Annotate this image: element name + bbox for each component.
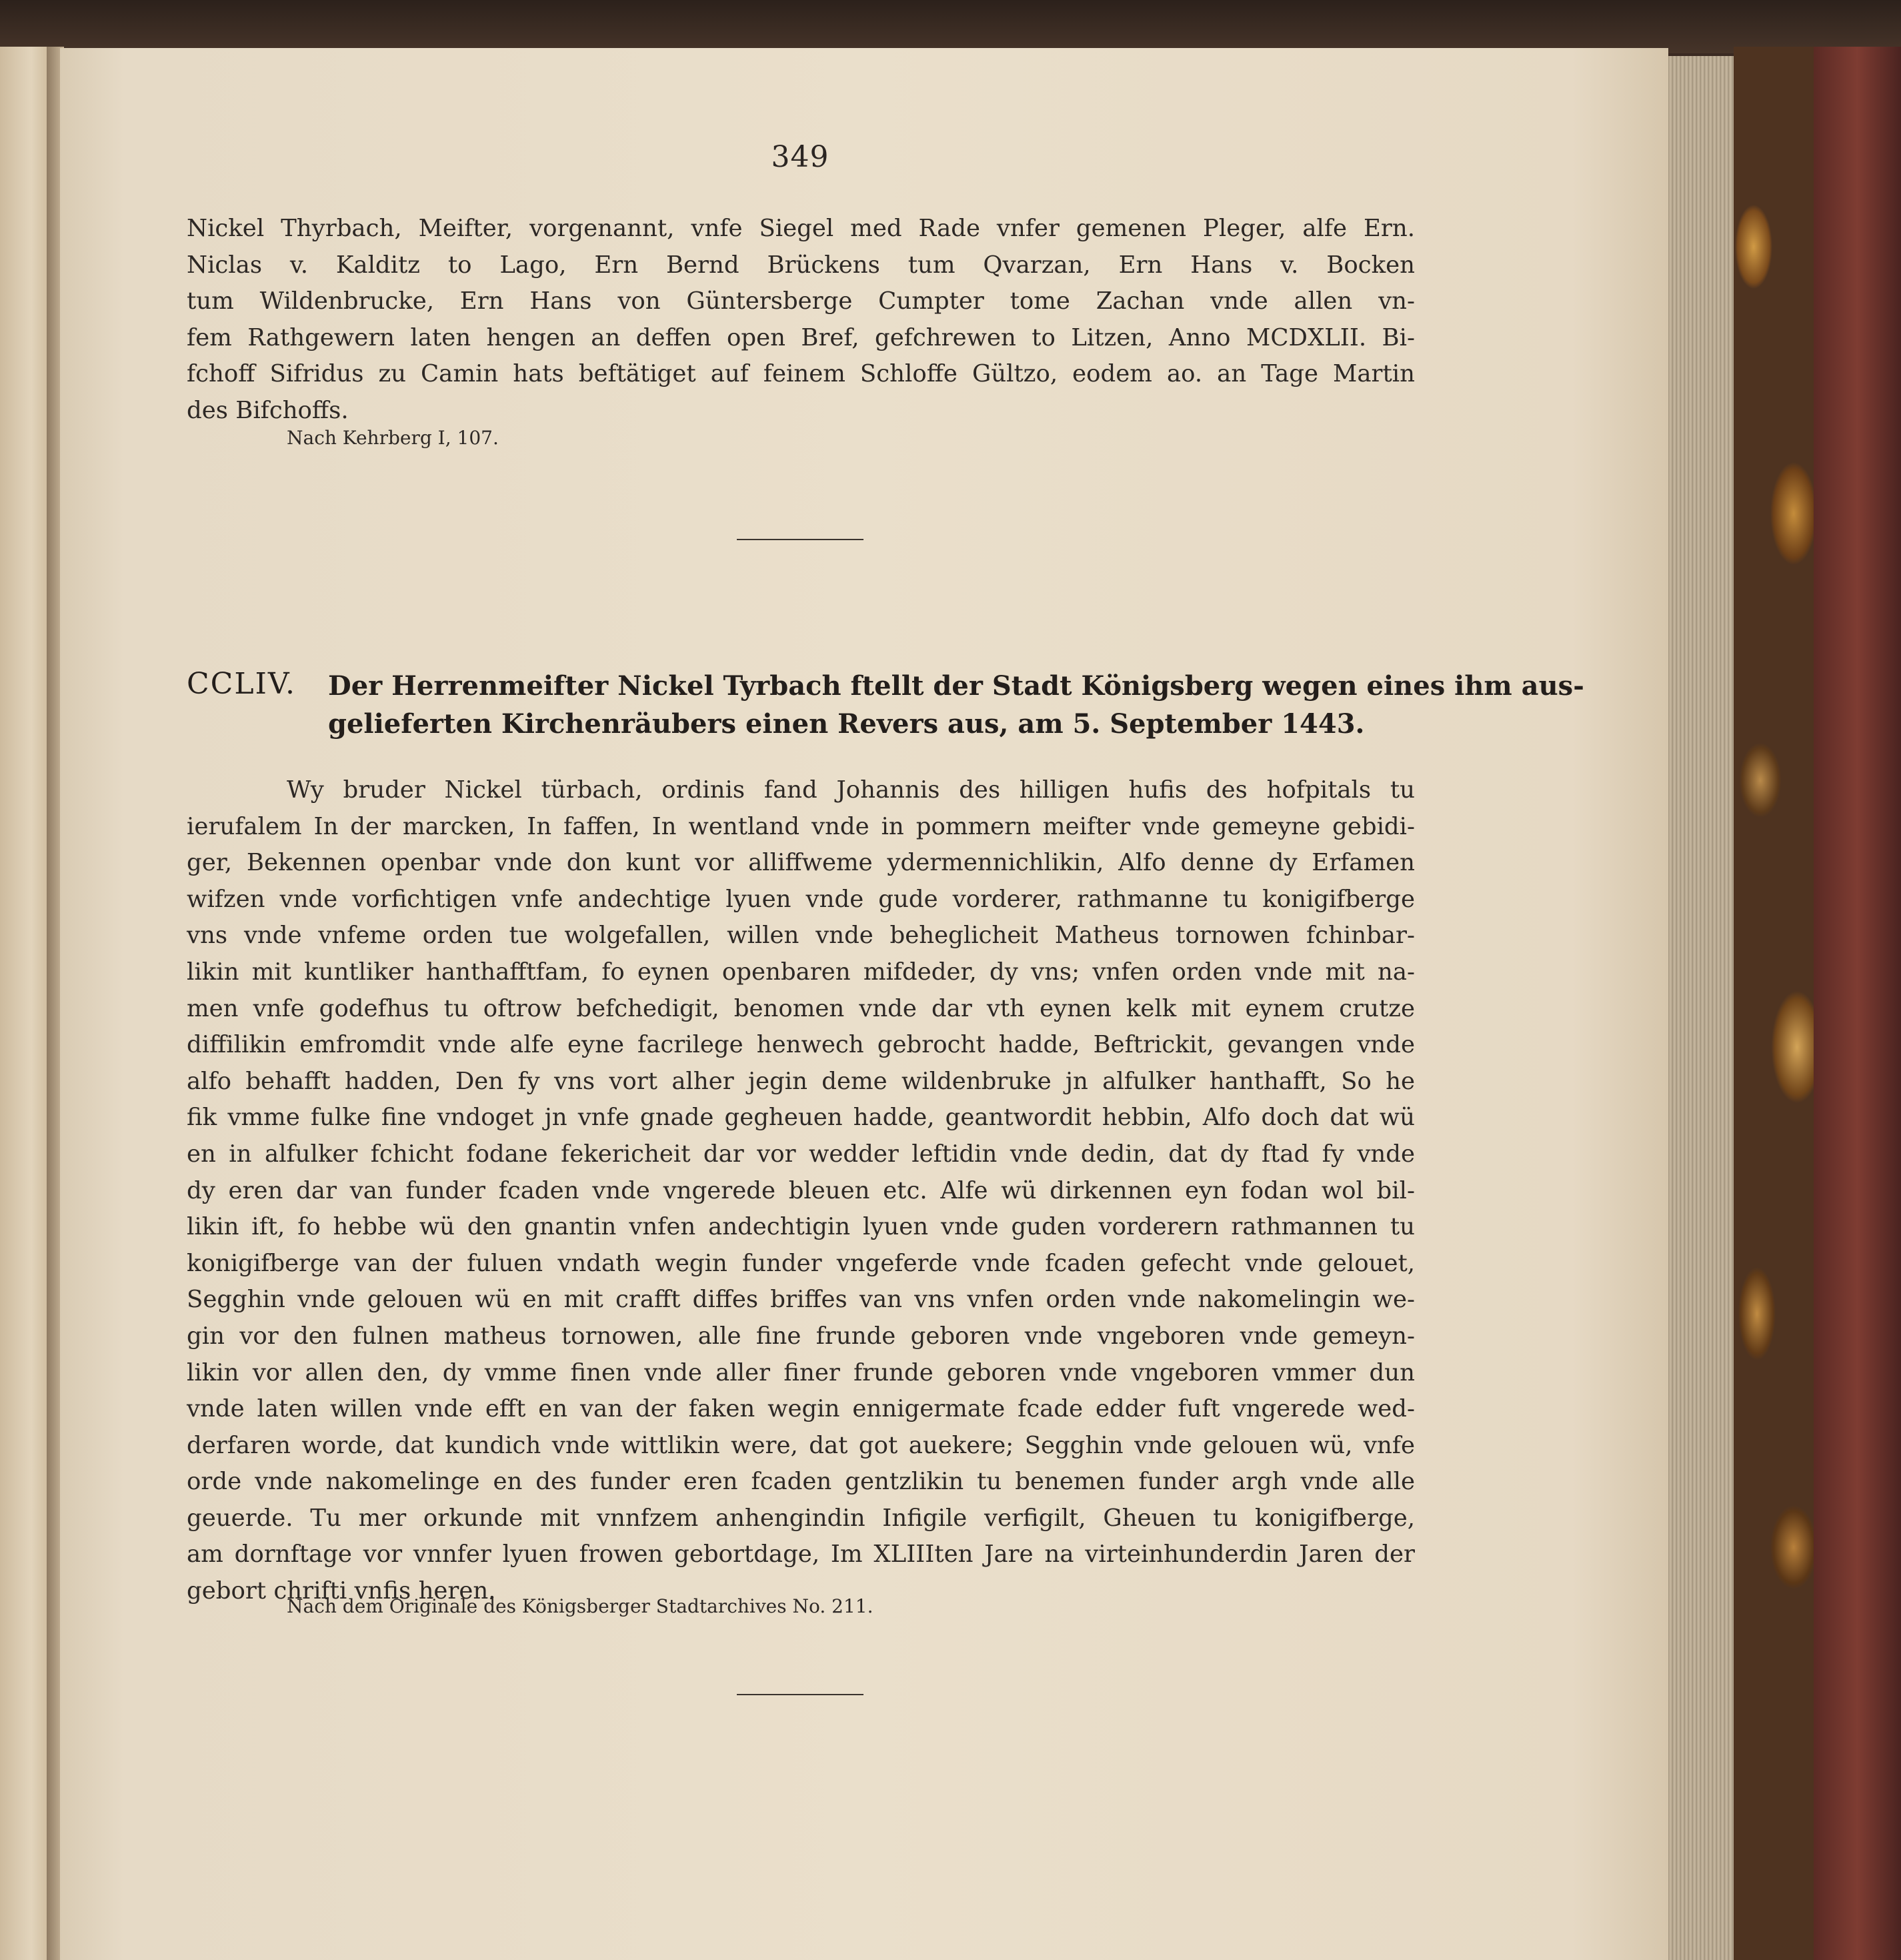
- text-line: geuerde. Tu mer orkunde mit vnnfzem anhengindin Infigile verfigilt, Gheuen tu konigifberge,: [187, 1504, 1415, 1532]
- text-line: Nickel Thyrbach, Meifter, vorgenannt, vnfe Siegel med Rade vnfer gemenen Pleger, alfe Ern.: [187, 215, 1415, 242]
- text-line: fchoff Sifridus zu Camin hats beftätiget auf feinem Schloffe Gültzo, eodem ao. an Tage Martin: [187, 360, 1415, 388]
- text-line: wifzen vnde vorfichtigen vnfe andechtige lyuen vnde gude vorderer, rathmanne tu konigifberge: [187, 885, 1415, 913]
- text-line: derfaren worde, dat kundich vnde wittlikin were, dat got auekere; Segghin vnde gelouen wü, vnfe: [187, 1431, 1415, 1459]
- document-heading: [328, 667, 1584, 743]
- document-text: [187, 772, 1415, 1610]
- text-line: konigifberge van der fuluen vndath wegin funder vngeferde vnde fcaden gefecht vnde gelouet,: [187, 1249, 1415, 1277]
- text-line: gin vor den fulnen matheus tornowen, alle fine frunde geboren vnde vngeboren vnde gemeyn-: [187, 1322, 1415, 1350]
- heading-line: Der Herrenmeifter Nickel Tyrbach ftellt der Stadt Königsberg wegen eines ihm aus-: [328, 670, 1584, 702]
- text-line: Segghin vnde gelouen wü en mit crafft diffes briffes van vns vnfen orden vnde nakomelingin we-: [187, 1286, 1415, 1314]
- leather-cover-edge: [1814, 47, 1901, 1960]
- text-line: ierufalem In der marcken, In faffen, In wentland vnde in pommern meifter vnde gemeyne gebidi-: [187, 812, 1415, 840]
- page-number: 349: [771, 140, 829, 174]
- document-number: CCLIV.: [187, 667, 297, 701]
- text-line: am dornftage vor vnnfer lyuen frowen gebortdage, Im XLIIIten Jare na virteinhunderdin Jaren der: [187, 1541, 1415, 1569]
- paragraph-continuation: [187, 211, 1415, 429]
- text-line: tum Wildenbrucke, Ern Hans von Güntersberge Cumpter tome Zachan vnde allen vn-: [187, 287, 1415, 315]
- text-line: diffilikin emfromdit vnde alfe eyne facrilege henwech gebrocht hadde, Beftrickit, gevangen vnde: [187, 1031, 1415, 1059]
- text-line: alfo behafft hadden, Den fy vns vort alher jegin deme wildenbruke jn alfulker hanthafft, So he: [187, 1067, 1415, 1095]
- source-citation: Nach dem Originale des Königsberger Stadtarchives No. 211.: [287, 1595, 873, 1617]
- text-line: fem Rathgewern laten hengen an deffen open Bref, gefchrewen to Litzen, Anno MCDXLII. Bi-: [187, 323, 1415, 351]
- text-line: gebort chrifti vnfis heren.: [187, 1577, 496, 1605]
- text-line: likin vor allen den, dy vmme finen vnde aller finer frunde geboren vnde vngeboren vmmer dun: [187, 1358, 1415, 1386]
- text-line: likin mit kuntliker hanthafftfam, fo eynen openbaren mifdeder, dy vns; vnfen orden vnde mit na-: [187, 958, 1415, 986]
- previous-page-edge: [0, 47, 52, 1960]
- background-top: [0, 0, 1901, 53]
- text-line: Niclas v. Kalditz to Lago, Ern Bernd Brückens tum Qvarzan, Ern Hans v. Bocken: [187, 251, 1415, 279]
- text-line: des Bifchoffs.: [187, 396, 349, 424]
- source-citation: Nach Kehrberg I, 107.: [287, 427, 499, 449]
- page-block-edges: [1662, 56, 1735, 1960]
- text-line: vnde laten willen vnde efft en van der faken wegin ennigermate fcade edder fuft vngerede wed-: [187, 1395, 1415, 1423]
- text-line: fik vmme fulke fine vndoget jn vnfe gnade gegheuen hadde, geantwordit hebbin, Alfo doch dat wü: [187, 1104, 1415, 1132]
- text-line: orde vnde nakomelinge en des funder eren fcaden gentzlikin tu benemen funder argh vnde alle: [187, 1468, 1415, 1496]
- text-line: vns vnde vnfeme orden tue wolgefallen, willen vnde beheglicheit Matheus tornowen fchinbar-: [187, 922, 1415, 950]
- text-line: men vnfe godefhus tu oftrow befchedigit, benomen vnde dar vth eynen kelk mit eynem crutze: [187, 994, 1415, 1022]
- text-line: en in alfulker fchicht fodane fekericheit dar vor wedder leftidin vnde dedin, dat dy ftad fy vnde: [187, 1140, 1415, 1168]
- text-line: dy eren dar van funder fcaden vnde vngerede bleuen etc. Alfe wü dirkennen eyn fodan wol bil-: [187, 1176, 1415, 1204]
- section-divider: [737, 539, 863, 540]
- text-line: ger, Bekennen openbar vnde don kunt vor alliffweme ydermennichlikin, Alfo denne dy Erfamen: [187, 849, 1415, 877]
- marbled-cover: [1734, 47, 1827, 1960]
- section-divider: [737, 1694, 863, 1695]
- text-line: Wy bruder Nickel türbach, ordinis fand Johannis des hilligen hufis des hofpitals tu: [287, 776, 1415, 804]
- heading-line: gelieferten Kirchenräubers einen Revers aus, am 5. September 1443.: [328, 708, 1365, 740]
- text-line: likin ift, fo hebbe wü den gnantin vnfen andechtigin lyuen vnde guden vorderern rathmannen tu: [187, 1213, 1415, 1241]
